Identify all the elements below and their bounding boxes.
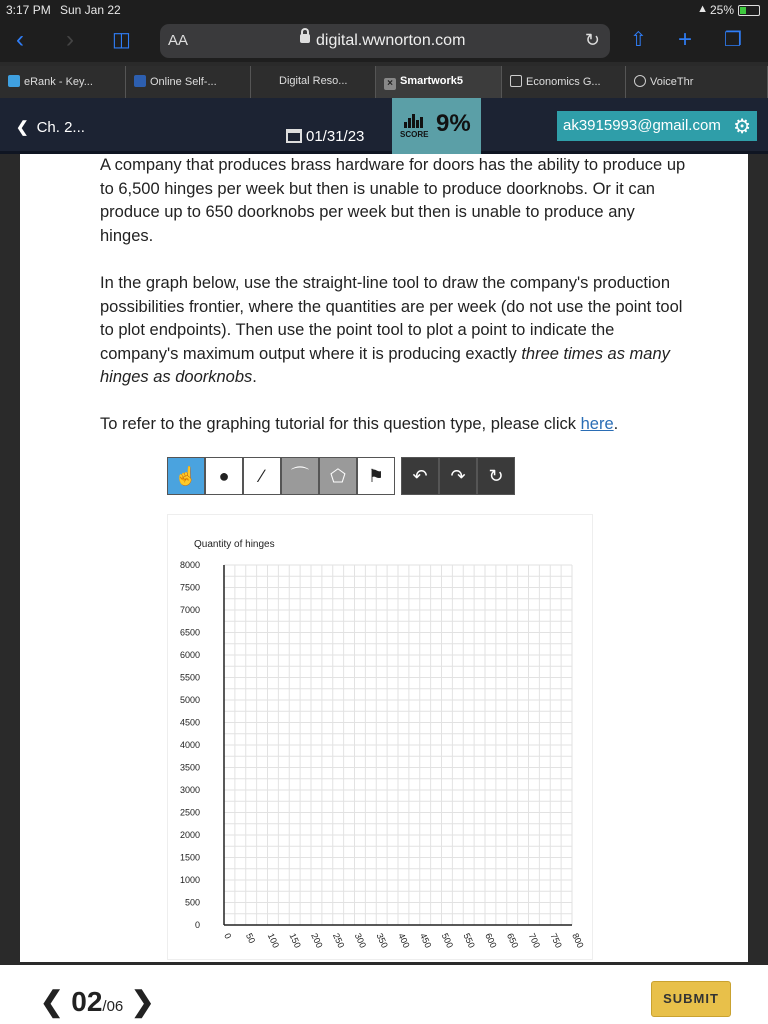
account-button[interactable] (557, 111, 757, 141)
due-date: 01/31/23 (286, 128, 364, 145)
y-tick-label: 8000 (179, 560, 200, 570)
question-text-1: A company that produces brass hardware for doors has the ability to produce up to 6,500 hinges per week but then is unable to produce doorknobs. Or it can produce up to 650 doorknobs per week but then is unable to produce any hinges. (100, 156, 686, 245)
browser-toolbar (0, 20, 768, 62)
status-time: 3:17 PM (6, 3, 51, 17)
x-tick-label: 600 (483, 931, 499, 950)
polygon-tool[interactable] (319, 457, 357, 495)
y-tick-label: 7500 (179, 582, 200, 593)
page-current: 02 (71, 986, 103, 1017)
y-tick-label: 0 (194, 920, 200, 930)
footer-bar (0, 962, 768, 1024)
curve-icon: ⌒ (291, 466, 309, 486)
y-tick-label: 2000 (179, 830, 200, 840)
label-tool[interactable] (357, 457, 395, 495)
tab-online-self[interactable]: Online Self-... (126, 66, 251, 98)
question-text-2: In the graph below, use the straight-line tool to draw the company's production possibilities frontier, where the quantities are per week (do not use the point tool to plot endpoints). Then use the point tool to plot a point to indicate the company's maximum output where it is producing exactly three times as many hinges as doorknobs. (100, 274, 683, 387)
polygon-icon: ⬠ (330, 466, 346, 486)
graph-area[interactable] (167, 514, 593, 960)
y-tick-label: 4000 (179, 740, 200, 750)
lock-icon (300, 34, 310, 43)
x-tick-label: 750 (548, 931, 564, 950)
url-text: digital.wwnorton.com (316, 32, 466, 49)
x-tick-label: 350 (374, 931, 390, 950)
document-icon (510, 75, 522, 87)
reader-aa-button[interactable]: AA (168, 32, 189, 49)
tab-erank[interactable]: eRank - Key... (0, 66, 126, 98)
question-text-3: To refer to the graphing tutorial for this question type, please click here. (100, 415, 619, 433)
tutorial-link[interactable]: here (580, 415, 614, 433)
undo-icon: ↶ (412, 466, 428, 486)
line-icon: ∕ (260, 466, 264, 486)
tab-voicethread[interactable]: VoiceThr (626, 66, 768, 98)
assignment-header (0, 98, 768, 154)
y-tick-label: 7000 (179, 605, 200, 615)
bookmarks-icon[interactable]: ◫ (112, 29, 131, 51)
question-pager (40, 985, 155, 1018)
curve-tool[interactable] (281, 457, 319, 495)
dot-icon: ● (218, 466, 230, 486)
y-tick-label: 1500 (179, 852, 200, 863)
y-tick-label: 1000 (179, 875, 200, 885)
tab-smartwork5[interactable]: × Smartwork5 (376, 66, 502, 98)
voicethread-icon (634, 75, 646, 87)
x-tick-label: 300 (352, 931, 369, 950)
reset-button[interactable] (477, 457, 515, 495)
x-tick-label: 800 (570, 931, 586, 950)
undo-button[interactable] (401, 457, 439, 495)
y-tick-label: 5000 (179, 695, 200, 705)
redo-icon: ↷ (450, 466, 466, 486)
reset-icon: ↻ (488, 466, 504, 486)
wifi-icon: ▲ (697, 3, 708, 15)
tab-economics[interactable]: Economics G... (502, 66, 626, 98)
x-tick-label: 50 (243, 931, 258, 945)
y-tick-label: 2500 (179, 807, 200, 818)
y-tick-label: 5500 (179, 672, 200, 683)
x-tick-label: 450 (417, 931, 434, 950)
submit-button[interactable]: SUBMIT (651, 981, 731, 1017)
x-tick-label: 650 (504, 931, 521, 950)
chapter-back-link[interactable]: ❮ Ch. 2... (16, 119, 85, 136)
chevron-left-icon: ❮ (16, 119, 29, 136)
erank-icon (8, 75, 20, 87)
back-icon[interactable]: ‹ (16, 26, 24, 53)
x-tick-label: 400 (396, 931, 412, 950)
line-tool[interactable] (243, 457, 281, 495)
x-tick-label: 550 (461, 931, 477, 950)
point-tool[interactable] (205, 457, 243, 495)
battery-percent: 25% (709, 3, 734, 17)
new-tab-icon[interactable]: + (678, 26, 693, 53)
reload-icon[interactable]: ↻ (584, 30, 600, 50)
pointer-tool[interactable] (167, 457, 205, 495)
x-tick-label: 200 (309, 931, 325, 950)
tag-icon: ⚑ (367, 466, 385, 486)
calendar-icon (286, 129, 302, 143)
y-tick-label: 6000 (179, 650, 200, 660)
close-icon[interactable]: × (384, 78, 396, 90)
hand-pointer-icon: ☝ (174, 466, 198, 486)
score-label: SCORE (400, 130, 429, 139)
gear-icon[interactable]: ⚙ (733, 116, 751, 138)
prev-question-icon[interactable]: ❮ (40, 986, 64, 1017)
status-bar (0, 0, 768, 20)
tab-strip (0, 66, 768, 98)
y-tick-label: 6500 (179, 627, 200, 638)
x-tick-label: 700 (526, 931, 543, 950)
graph-toolbar (167, 457, 515, 495)
x-tick-label: 500 (439, 931, 456, 950)
y-axis-label: Quantity of hinges (194, 539, 275, 550)
share-icon[interactable]: ⇧ (630, 29, 647, 51)
x-tick-label: 250 (330, 931, 347, 950)
status-date: Sun Jan 22 (60, 3, 121, 17)
tabs-icon[interactable]: ❐ (724, 29, 742, 51)
y-tick-label: 4500 (179, 717, 200, 728)
next-question-icon[interactable]: ❯ (131, 986, 155, 1017)
forward-icon[interactable]: › (66, 26, 74, 53)
x-tick-label: 0 (222, 931, 234, 941)
online-self-icon (134, 75, 146, 87)
y-tick-label: 3000 (179, 785, 200, 795)
redo-button[interactable] (439, 457, 477, 495)
score-chart-icon (404, 110, 424, 128)
score-panel (392, 98, 481, 154)
ppf-chart[interactable] (168, 515, 594, 961)
question-panel (20, 154, 748, 962)
battery-icon (738, 5, 760, 16)
page-total: /06 (102, 998, 124, 1015)
y-tick-label: 500 (184, 897, 200, 908)
tab-digital-resources[interactable]: Digital Reso... (251, 66, 376, 98)
address-bar[interactable] (160, 24, 610, 58)
y-tick-label: 3500 (179, 762, 200, 773)
score-value: 9% (436, 110, 471, 137)
x-tick-label: 100 (265, 931, 282, 950)
account-email: ak3915993@gmail.com (563, 117, 721, 134)
x-tick-label: 150 (287, 931, 303, 950)
